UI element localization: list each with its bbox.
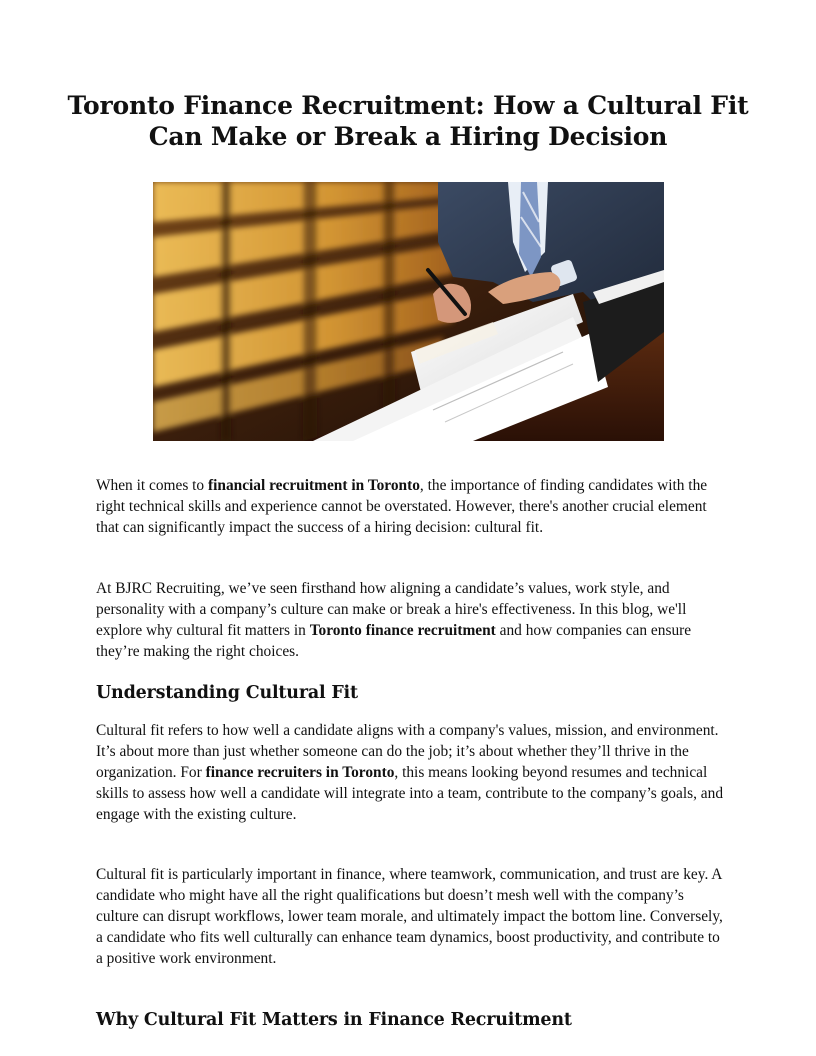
keyword-toronto-finance-recruitment: Toronto finance recruitment <box>309 622 496 639</box>
section1-paragraph-1 <box>96 720 726 825</box>
intro-paragraph-1 <box>96 475 726 538</box>
article-title: Toronto Finance Recruitment: How a Cultural Fit Can Make or Break a Hiring Decision <box>67 91 749 151</box>
intro-p1-text-a: When it comes to <box>96 477 208 494</box>
section1-p1-text-b: , this means looking beyond resumes and technical skills to assess how well a candidate will integrate into a team, contribute to the company’s goals, and engage with the existing culture. <box>96 764 724 823</box>
keyword-financial-recruitment-toronto: financial recruitment in Toronto <box>207 477 420 494</box>
intro-paragraph-2 <box>96 578 726 662</box>
intro-p2-text-a: At BJRC Recruiting, we’ve seen firsthand how aligning a candidate’s values, work style, and personality with a company’s culture can make or break a hire's effectiveness. In this blog, we'll explore why cultural fit matters in <box>96 580 687 639</box>
section1-paragraph-2: Cultural fit is particularly important in finance, where teamwork, communication, and trust are key. A candidate who might have all the right qualifications but doesn’t mesh well with the company’s culture can disrupt workflows, lower team morale, and ultimately impact the bottom line. Conversely, a candidate who fits well culturally can enhance team dynamics, boost productivity, and contribute to a positive work environment. <box>96 866 723 967</box>
section1-p1-text-a: Cultural fit refers to how well a candidate aligns with a company's values, mission, and environment. It’s about more than just whether someone can do the job; it’s about whether they’ll thrive in the organization. For <box>96 722 719 781</box>
section-heading-why-cultural-fit-matters: Why Cultural Fit Matters in Finance Recruitment <box>96 1010 572 1030</box>
intro-p2-text-b: and how companies can ensure they’re making the right choices. <box>96 622 692 660</box>
section-heading-understanding-cultural-fit: Understanding Cultural Fit <box>96 683 358 703</box>
hero-image <box>153 182 664 441</box>
businessman-signing-document-photo <box>153 182 664 441</box>
keyword-finance-recruiters-toronto: finance recruiters in Toronto <box>205 764 395 781</box>
intro-p1-text-b: , the importance of finding candidates with the right technical skills and experience cannot be overstated. However, there's another crucial element that can significantly impact the success of a hiring decision: cultural fit. <box>96 477 708 536</box>
